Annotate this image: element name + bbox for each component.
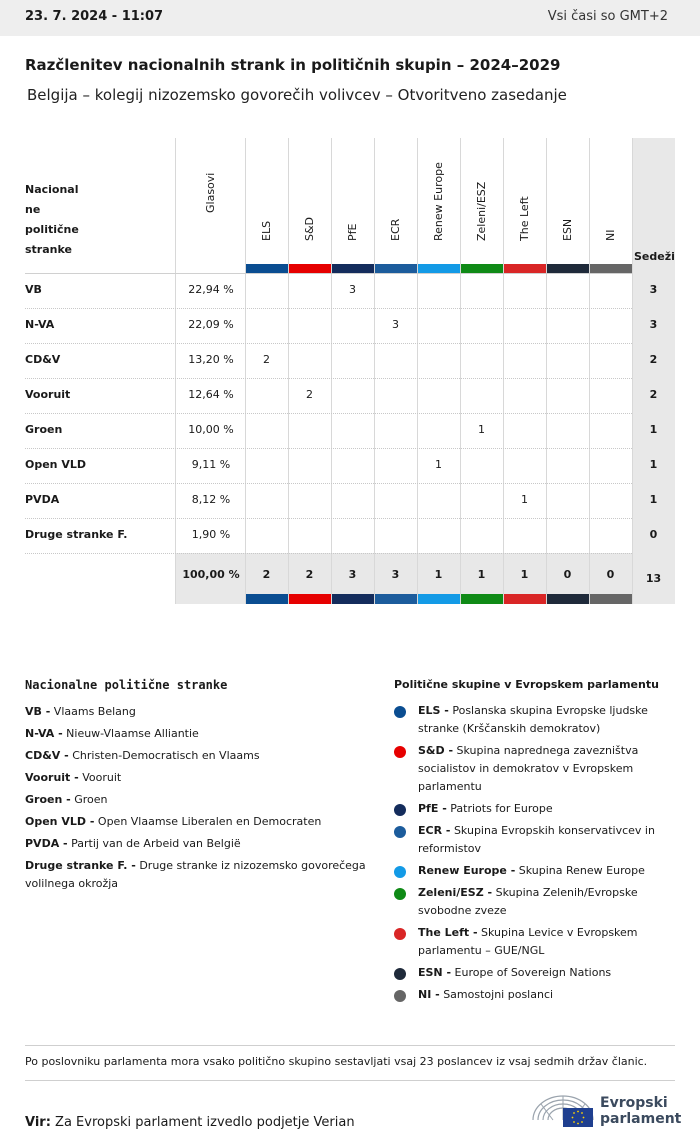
page-title: Razčlenitev nacionalnih strank in političnih skupin – 2024–2029: [25, 56, 561, 74]
seats-total: 1: [649, 493, 658, 506]
party-header-line: ne: [25, 203, 41, 216]
group-header: [503, 138, 546, 273]
party-legend-item: [25, 769, 370, 787]
logo-text: Evropski parlament: [600, 1095, 682, 1127]
page-subtitle: Belgija – kolegij nizozemsko govorečih volivcev – Otvoritveno zasedanje: [27, 86, 567, 104]
party-name: Vooruit: [25, 388, 71, 401]
party-header-line: Nacional: [25, 183, 79, 196]
seat-cell: 2: [306, 388, 313, 401]
total-seat-cell: 2: [305, 568, 314, 581]
group-color-bar: [289, 264, 331, 273]
group-header-label: NI: [603, 229, 617, 241]
group-color-dot-icon: [394, 826, 406, 838]
group-legend-title: Politične skupine v Evropskem parlamentu: [394, 678, 659, 691]
group-legend-item: [394, 822, 664, 858]
table-row: [25, 308, 675, 343]
total-seat-cell: 1: [477, 568, 486, 581]
group-header-label: The Left: [517, 196, 531, 241]
total-seat-cell: 1: [434, 568, 443, 581]
party-legend-item: [25, 835, 370, 853]
table-row: [25, 343, 675, 378]
group-legend-item: [394, 702, 664, 738]
party-legend-abbr: VB -: [25, 705, 51, 718]
vote-share: 22,09 %: [188, 318, 234, 331]
party-header-line: stranke: [25, 243, 72, 256]
group-legend-abbr: NI -: [418, 988, 440, 1001]
timezone-note: Vsi časi so GMT+2: [547, 9, 668, 24]
group-color-bar: [461, 594, 503, 604]
seats-total: 2: [649, 388, 658, 401]
group-color-dot-icon: [394, 928, 406, 940]
group-legend-item: [394, 884, 664, 920]
ep-logo: [529, 1090, 682, 1130]
seats-total: 1: [649, 458, 658, 471]
group-header-label: ELS: [259, 220, 273, 241]
party-legend-abbr: Vooruit -: [25, 771, 79, 784]
group-color-dot-icon: [394, 746, 406, 758]
group-legend-name: Skupina naprednega zavezništva socialistov in demokratov v Evropskem parlamentu: [418, 744, 639, 793]
seats-total: 0: [649, 528, 658, 541]
party-legend-name: Christen-Democratisch en Vlaams: [72, 749, 260, 762]
group-legend-item: [394, 800, 664, 818]
table-row: [25, 448, 675, 483]
party-name: N-VA: [25, 318, 55, 331]
party-legend-abbr: PVDA -: [25, 837, 68, 850]
table-row: [25, 273, 675, 308]
group-color-bar: [504, 594, 546, 604]
group-legend-abbr: Renew Europe -: [418, 864, 516, 877]
party-name: CD&V: [25, 353, 61, 366]
total-seat-cell: 3: [391, 568, 400, 581]
table-row: [25, 378, 675, 413]
group-color-bar: [246, 264, 288, 273]
seats-total: 1: [649, 423, 658, 436]
group-legend-abbr: S&D -: [418, 744, 454, 757]
table-row: [25, 413, 675, 448]
group-legend-abbr: The Left -: [418, 926, 478, 939]
group-color-bar: [547, 264, 589, 273]
group-legend-name: Poslanska skupina Evropske ljudske stranke (Krščanskih demokratov): [418, 704, 648, 735]
party-column-header: [25, 180, 85, 260]
group-header-label: S&D: [302, 216, 316, 241]
party-legend-abbr: Groen -: [25, 793, 71, 806]
party-legend-item: [25, 747, 370, 765]
total-seat-cell: 0: [563, 568, 572, 581]
total-votes: 100,00 %: [182, 568, 240, 581]
seats-total: 3: [649, 318, 658, 331]
seats-total: 3: [649, 283, 658, 296]
group-legend-name: Samostojni poslanci: [443, 988, 554, 1001]
group-color-bar: [590, 594, 632, 604]
group-color-bar: [418, 264, 460, 273]
group-legend-name: Skupina Levice v Evropskem parlamentu – GUE/NGL: [418, 926, 638, 957]
seat-cell: 3: [392, 318, 399, 331]
party-legend-abbr: Druge stranke F. -: [25, 859, 136, 872]
total-seats: 13: [645, 572, 662, 585]
party-legend-item: [25, 791, 370, 809]
group-header: [288, 138, 331, 273]
group-color-bar: [332, 264, 374, 273]
group-color-bar: [332, 594, 374, 604]
group-legend: [394, 678, 664, 1008]
group-legend-abbr: PfE -: [418, 802, 447, 815]
group-header: [331, 138, 374, 273]
party-legend-name: Vooruit: [82, 771, 122, 784]
group-color-dot-icon: [394, 990, 406, 1002]
seat-cell: 1: [521, 493, 528, 506]
group-header-label: Renew Europe: [431, 162, 445, 241]
party-legend-name: Partij van de Arbeid van België: [71, 837, 241, 850]
group-header-label: Zeleni/ESZ: [474, 181, 488, 241]
group-color-dot-icon: [394, 706, 406, 718]
group-legend-abbr: ESN -: [418, 966, 452, 979]
party-legend-name: Groen: [74, 793, 108, 806]
group-color-bar: [418, 594, 460, 604]
group-color-bar: [461, 264, 503, 273]
group-header: [417, 138, 460, 273]
group-legend-name: Skupina Evropskih konservativcev in reformistov: [418, 824, 655, 855]
vote-share: 13,20 %: [188, 353, 234, 366]
total-seat-cell: 3: [348, 568, 357, 581]
source-note: [25, 1115, 355, 1130]
group-legend-name: Europe of Sovereign Nations: [454, 966, 612, 979]
group-color-dot-icon: [394, 804, 406, 816]
party-legend-item: [25, 813, 370, 831]
vote-share: 9,11 %: [191, 458, 231, 471]
party-legend-name: Druge stranke iz nizozemsko govorečega volilnega okrožja: [25, 859, 366, 890]
party-legend-item: [25, 703, 370, 721]
party-legend-name: Vlaams Belang: [53, 705, 136, 718]
party-legend-title: Nacionalne politične stranke: [25, 678, 228, 692]
group-color-bar: [246, 594, 288, 604]
vote-share: 1,90 %: [191, 528, 231, 541]
source-text: Za Evropski parlament izvedlo podjetje Verian: [55, 1115, 355, 1130]
party-legend-abbr: Open VLD -: [25, 815, 95, 828]
group-color-bar: [289, 594, 331, 604]
group-legend-abbr: Zeleni/ESZ -: [418, 886, 493, 899]
group-color-dot-icon: [394, 968, 406, 980]
divider: [25, 1080, 675, 1081]
group-legend-abbr: ELS -: [418, 704, 449, 717]
group-legend-name: Skupina Zelenih/Evropske svobodne zveze: [418, 886, 638, 917]
group-legend-item: [394, 862, 664, 880]
total-seat-cell: 2: [262, 568, 271, 581]
group-color-bar: [590, 264, 632, 273]
group-header-label: ECR: [388, 218, 402, 241]
party-legend-item: [25, 725, 370, 743]
party-name: VB: [25, 283, 42, 296]
party-name: Groen: [25, 423, 63, 436]
party-legend-name: Open Vlaamse Liberalen en Democraten: [97, 815, 322, 828]
group-color-dot-icon: [394, 888, 406, 900]
group-header: [546, 138, 589, 273]
party-name: Druge stranke F.: [25, 528, 128, 541]
vote-share: 12,64 %: [188, 388, 234, 401]
results-table: [25, 138, 675, 604]
timestamp: 23. 7. 2024 - 11:07: [25, 9, 164, 24]
table-row: [25, 483, 675, 518]
party-legend-item: [25, 857, 370, 893]
row-rule: [25, 553, 632, 554]
group-color-bar: [375, 264, 417, 273]
group-color-bar: [375, 594, 417, 604]
group-legend-item: [394, 924, 664, 960]
party-legend-name: Nieuw-Vlaamse Alliantie: [66, 727, 199, 740]
seat-cell: 1: [435, 458, 442, 471]
group-header-label: PfE: [345, 223, 359, 241]
party-legend: [25, 678, 370, 897]
footnote: Po poslovniku parlamenta mora vsako politično skupino sestavljati vsaj 23 poslancev iz vsaj sedmih držav članic.: [25, 1055, 648, 1068]
vote-share: 10,00 %: [188, 423, 234, 436]
vote-share: 22,94 %: [188, 283, 234, 296]
party-header-line: politične: [25, 223, 79, 236]
group-header-label: ESN: [560, 218, 574, 241]
seats-column-header: Sedeži: [634, 250, 675, 263]
seats-total: 2: [649, 353, 658, 366]
group-legend-item: [394, 964, 664, 982]
total-seat-cell: 1: [520, 568, 529, 581]
party-legend-abbr: N-VA -: [25, 727, 63, 740]
group-header: [460, 138, 503, 273]
group-legend-name: Skupina Renew Europe: [518, 864, 645, 877]
group-legend-name: Patriots for Europe: [450, 802, 553, 815]
table-row: [25, 518, 675, 553]
source-label: Vir:: [25, 1115, 51, 1130]
group-header: [245, 138, 288, 273]
group-color-dot-icon: [394, 866, 406, 878]
vote-share: 8,12 %: [191, 493, 231, 506]
group-color-bar: [504, 264, 546, 273]
votes-column-header: [177, 138, 245, 273]
group-legend-item: [394, 986, 664, 1004]
group-legend-item: [394, 742, 664, 796]
total-seat-cell: 0: [606, 568, 615, 581]
group-header: [589, 138, 632, 273]
party-name: Open VLD: [25, 458, 86, 471]
seat-cell: 2: [263, 353, 270, 366]
votes-header-label: Glasovi: [204, 172, 217, 213]
hemicycle-icon: [529, 1090, 597, 1130]
seat-cell: 1: [478, 423, 485, 436]
divider: [25, 1045, 675, 1046]
group-color-bar: [547, 594, 589, 604]
group-legend-abbr: ECR -: [418, 824, 451, 837]
top-bar: [0, 0, 700, 36]
party-name: PVDA: [25, 493, 60, 506]
seat-cell: 3: [349, 283, 356, 296]
group-header: [374, 138, 417, 273]
party-legend-abbr: CD&V -: [25, 749, 69, 762]
